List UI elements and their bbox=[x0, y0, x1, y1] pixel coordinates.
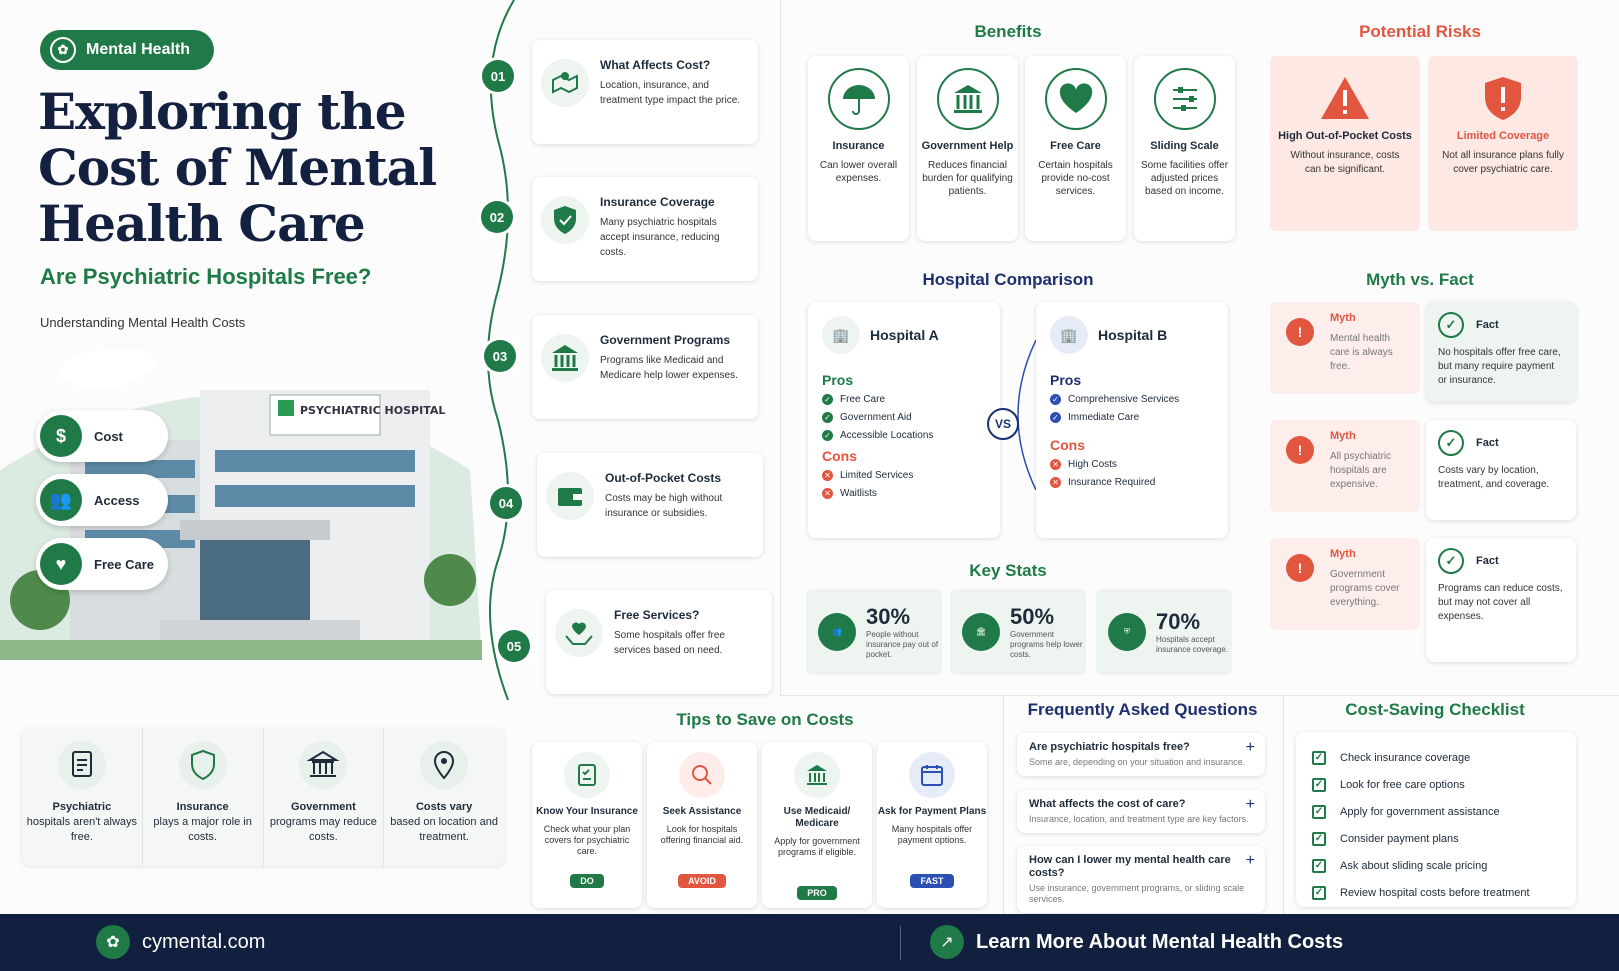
fact-item: Insurance plays a major role in costs. bbox=[143, 728, 264, 866]
divider bbox=[1283, 695, 1284, 914]
step-card: Free Services? Some hospitals offer free services based on need. bbox=[546, 590, 772, 694]
pro-item: ✓ Government Aid bbox=[822, 412, 986, 423]
svg-text:PSYCHIATRIC HOSPITAL: PSYCHIATRIC HOSPITAL bbox=[300, 404, 446, 417]
myth-fact-title: Myth vs. Fact bbox=[1366, 270, 1474, 289]
topic-badge bbox=[40, 30, 214, 70]
check-circle-icon: ✓ bbox=[1438, 548, 1464, 574]
x-icon: ✕ bbox=[1050, 459, 1061, 470]
page-subtitle: Are Psychiatric Hospitals Free? bbox=[40, 264, 372, 289]
plus-icon[interactable]: + bbox=[1245, 739, 1255, 756]
tag-badge: AVOID bbox=[678, 874, 726, 888]
building-icon bbox=[937, 68, 999, 130]
shield-icon bbox=[540, 195, 590, 245]
checklist-title: Cost-Saving Checklist bbox=[1345, 700, 1525, 719]
comparison-title: Hospital Comparison bbox=[922, 270, 1094, 289]
benefit-card: Free Care Certain hospitals provide no-cost services. bbox=[1025, 56, 1126, 241]
step-card: What Affects Cost? Location, insurance, and treatment type impact the price. bbox=[532, 40, 758, 144]
con-item: ✕ Limited Services bbox=[822, 470, 986, 481]
stats-title: Key Stats bbox=[969, 561, 1047, 580]
pro-item: ✓ Free Care bbox=[822, 394, 986, 405]
step-number: 02 bbox=[481, 201, 513, 233]
building-icon bbox=[298, 740, 348, 790]
benefit-card: Government Help Reduces financial burden for qualifying patients. bbox=[917, 56, 1018, 241]
myth-card: ! Myth Mental health care is always free. bbox=[1270, 302, 1420, 394]
stat-card: ⛨ 70% Hospitals accept insurance coverage. bbox=[1096, 589, 1232, 675]
exclamation-icon: ! bbox=[1286, 436, 1314, 464]
con-item: ✕ Waitlists bbox=[822, 488, 986, 499]
fact-item: Costs vary based on location and treatment. bbox=[384, 728, 504, 866]
faq-item[interactable]: Are psychiatric hospitals free? Some are, depending on your situation and insurance. + bbox=[1017, 733, 1265, 776]
people-icon: 👥 bbox=[818, 613, 856, 651]
tagline: Understanding Mental Health Costs bbox=[40, 315, 246, 330]
warning-icon bbox=[1318, 74, 1372, 122]
check-circle-icon: ✓ bbox=[1438, 430, 1464, 456]
sliders-icon bbox=[1154, 68, 1216, 130]
checkbox-icon[interactable]: ✓ bbox=[1312, 778, 1326, 792]
pro-item: ✓ Accessible Locations bbox=[822, 430, 986, 441]
site-link[interactable]: ✿ cymental.com bbox=[96, 925, 265, 959]
pill-free-care[interactable] bbox=[36, 538, 168, 590]
con-item: ✕ High Costs bbox=[1050, 459, 1214, 470]
divider bbox=[900, 926, 901, 960]
check-icon: ✓ bbox=[822, 430, 833, 441]
search-dollar-icon bbox=[679, 752, 725, 798]
brain-icon: ✿ bbox=[96, 925, 130, 959]
step-card: Out-of-Pocket Costs Costs may be high without insurance or subsidies. bbox=[537, 453, 763, 557]
faq-title: Frequently Asked Questions bbox=[1027, 700, 1258, 719]
step-card: Government Programs Programs like Medicaid and Medicare help lower expenses. bbox=[532, 315, 758, 419]
checkbox-icon[interactable]: ✓ bbox=[1312, 832, 1326, 846]
brain-icon: ✿ bbox=[50, 37, 76, 63]
hospital-a-card: 🏢 Hospital A Pros ✓ Free Care ✓ Government Aid ✓ Accessible Locations Cons ✕ Limited Services ✕ Waitlists bbox=[808, 302, 1000, 538]
fact-card: ✓ Fact No hospitals offer free care, but many require payment or insurance. bbox=[1426, 302, 1576, 402]
checklist-icon bbox=[564, 752, 610, 798]
check-icon: ✓ bbox=[1050, 394, 1061, 405]
check-icon: ✓ bbox=[822, 412, 833, 423]
plus-icon[interactable]: + bbox=[1245, 852, 1255, 869]
checkbox-icon[interactable]: ✓ bbox=[1312, 859, 1326, 873]
pro-item: ✓ Comprehensive Services bbox=[1050, 394, 1214, 405]
hospital-icon: 🏢 bbox=[1050, 316, 1088, 354]
exclamation-icon: ! bbox=[1286, 318, 1314, 346]
faq-item[interactable]: What affects the cost of care? Insurance, location, and treatment type are key factors. + bbox=[1017, 790, 1265, 833]
checklist-card bbox=[1296, 732, 1576, 907]
pill-access[interactable] bbox=[36, 474, 168, 526]
shield-icon bbox=[178, 740, 228, 790]
tip-card: Seek Assistance Look for hospitals offering financial aid. AVOID bbox=[647, 742, 757, 908]
tip-card: Use Medicaid/ Medicare Apply for government programs if eligible. PRO bbox=[762, 742, 872, 908]
fact-item: Psychiatric hospitals aren't always free. bbox=[22, 728, 143, 866]
tag-badge: DO bbox=[570, 874, 604, 888]
checklist-item[interactable]: ✓ Ask about sliding scale pricing bbox=[1312, 852, 1560, 879]
pill-label: Access bbox=[94, 492, 140, 508]
benefits-title: Benefits bbox=[974, 22, 1042, 41]
fact-item: Government programs may reduce costs. bbox=[264, 728, 385, 866]
heart-hand-icon: ♥ bbox=[40, 543, 82, 585]
plus-icon[interactable]: + bbox=[1245, 796, 1255, 813]
tag-badge: FAST bbox=[910, 874, 953, 888]
checklist-item[interactable]: ✓ Look for free care options bbox=[1312, 771, 1560, 798]
hospital-b-card: 🏢 Hospital B Pros ✓ Comprehensive Services ✓ Immediate Care Cons ✕ High Costs ✕ Insurance Required bbox=[1036, 302, 1228, 538]
tips-title: Tips to Save on Costs bbox=[676, 710, 854, 729]
hospital-icon: 🏢 bbox=[822, 316, 860, 354]
tip-card: Ask for Payment Plans Many hospitals offer payment options. FAST bbox=[877, 742, 987, 908]
divider bbox=[780, 0, 781, 695]
pro-item: ✓ Immediate Care bbox=[1050, 412, 1214, 423]
arrow-up-right-icon: ↗ bbox=[930, 925, 964, 959]
tip-card: Know Your Insurance Check what your plan covers for psychiatric care. DO bbox=[532, 742, 642, 908]
stat-card: 🏛 50% Government programs help lower costs. bbox=[950, 589, 1086, 675]
myth-card: ! Myth Government programs cover everything. bbox=[1270, 538, 1420, 630]
fact-card: ✓ Fact Costs vary by location, treatment, and coverage. bbox=[1426, 420, 1576, 520]
building-icon bbox=[794, 752, 840, 798]
vs-badge: VS bbox=[987, 408, 1019, 440]
con-item: ✕ Insurance Required bbox=[1050, 477, 1214, 488]
stat-card: 👥 30% People without insurance pay out of pocket. bbox=[806, 589, 942, 675]
risks-title: Potential Risks bbox=[1359, 22, 1481, 41]
footer-bar bbox=[0, 914, 1619, 971]
divider bbox=[780, 695, 1619, 696]
checklist-item[interactable]: ✓ Review hospital costs before treatment bbox=[1312, 879, 1560, 906]
step-number: 01 bbox=[482, 60, 514, 92]
step-card: Insurance Coverage Many psychiatric hospitals accept insurance, reducing costs. bbox=[532, 177, 758, 281]
dollar-icon: $ bbox=[40, 415, 82, 457]
tag-badge: PRO bbox=[797, 886, 837, 900]
check-icon: ✓ bbox=[822, 394, 833, 405]
building-icon: 🏛 bbox=[962, 613, 1000, 651]
umbrella-icon bbox=[828, 68, 890, 130]
checklist-item[interactable]: ✓ Apply for government assistance bbox=[1312, 798, 1560, 825]
calendar-icon bbox=[909, 752, 955, 798]
location-icon bbox=[419, 740, 469, 790]
checkbox-icon[interactable]: ✓ bbox=[1312, 886, 1326, 900]
step-number: 04 bbox=[490, 487, 522, 519]
checkbox-icon[interactable]: ✓ bbox=[1312, 805, 1326, 819]
check-icon: ✓ bbox=[1050, 412, 1061, 423]
clipboard-icon bbox=[57, 740, 107, 790]
x-icon: ✕ bbox=[1050, 477, 1061, 488]
pill-cost[interactable] bbox=[36, 410, 168, 462]
benefit-card: Sliding Scale Some facilities offer adjusted prices based on income. bbox=[1134, 56, 1235, 241]
exclamation-icon: ! bbox=[1286, 554, 1314, 582]
checklist-item[interactable]: ✓ Consider payment plans bbox=[1312, 825, 1560, 852]
step-number: 03 bbox=[484, 340, 516, 372]
shield-icon: ⛨ bbox=[1108, 613, 1146, 651]
badge-label: Mental Health bbox=[86, 41, 191, 58]
alert-shield-icon bbox=[1481, 74, 1525, 122]
faq-item[interactable]: How can I lower my mental health care costs? Use insurance, government programs, or sliding scale services. + bbox=[1017, 846, 1265, 913]
divider bbox=[1003, 695, 1004, 914]
wallet-icon bbox=[545, 471, 595, 521]
pill-label: Free Care bbox=[94, 556, 154, 572]
check-circle-icon: ✓ bbox=[1438, 312, 1464, 338]
risk-card: High Out-of-Pocket Costs Without insurance, costs can be significant. bbox=[1270, 56, 1420, 231]
key-facts-strip bbox=[22, 728, 504, 866]
checkbox-icon[interactable]: ✓ bbox=[1312, 751, 1326, 765]
checklist-item[interactable]: ✓ Check insurance coverage bbox=[1312, 744, 1560, 771]
myth-card: ! Myth All psychiatric hospitals are expensive. bbox=[1270, 420, 1420, 512]
step-number: 05 bbox=[498, 630, 530, 662]
heart-hand-icon bbox=[554, 608, 604, 658]
benefit-card: Insurance Can lower overall expenses. bbox=[808, 56, 909, 241]
fact-card: ✓ Fact Programs can reduce costs, but may not cover all expenses. bbox=[1426, 538, 1576, 662]
people-icon: 👥 bbox=[40, 479, 82, 521]
x-icon: ✕ bbox=[822, 470, 833, 481]
x-icon: ✕ bbox=[822, 488, 833, 499]
learn-more-link[interactable]: ↗ Learn More About Mental Health Costs bbox=[930, 925, 1343, 959]
building-icon bbox=[540, 333, 590, 383]
heart-icon bbox=[1045, 68, 1107, 130]
map-pin-icon bbox=[540, 58, 590, 108]
risk-card: Limited Coverage Not all insurance plans fully cover psychiatric care. bbox=[1428, 56, 1578, 231]
pill-label: Cost bbox=[94, 428, 123, 444]
page-title: Exploring the Cost of Mental Health Care bbox=[38, 82, 437, 253]
